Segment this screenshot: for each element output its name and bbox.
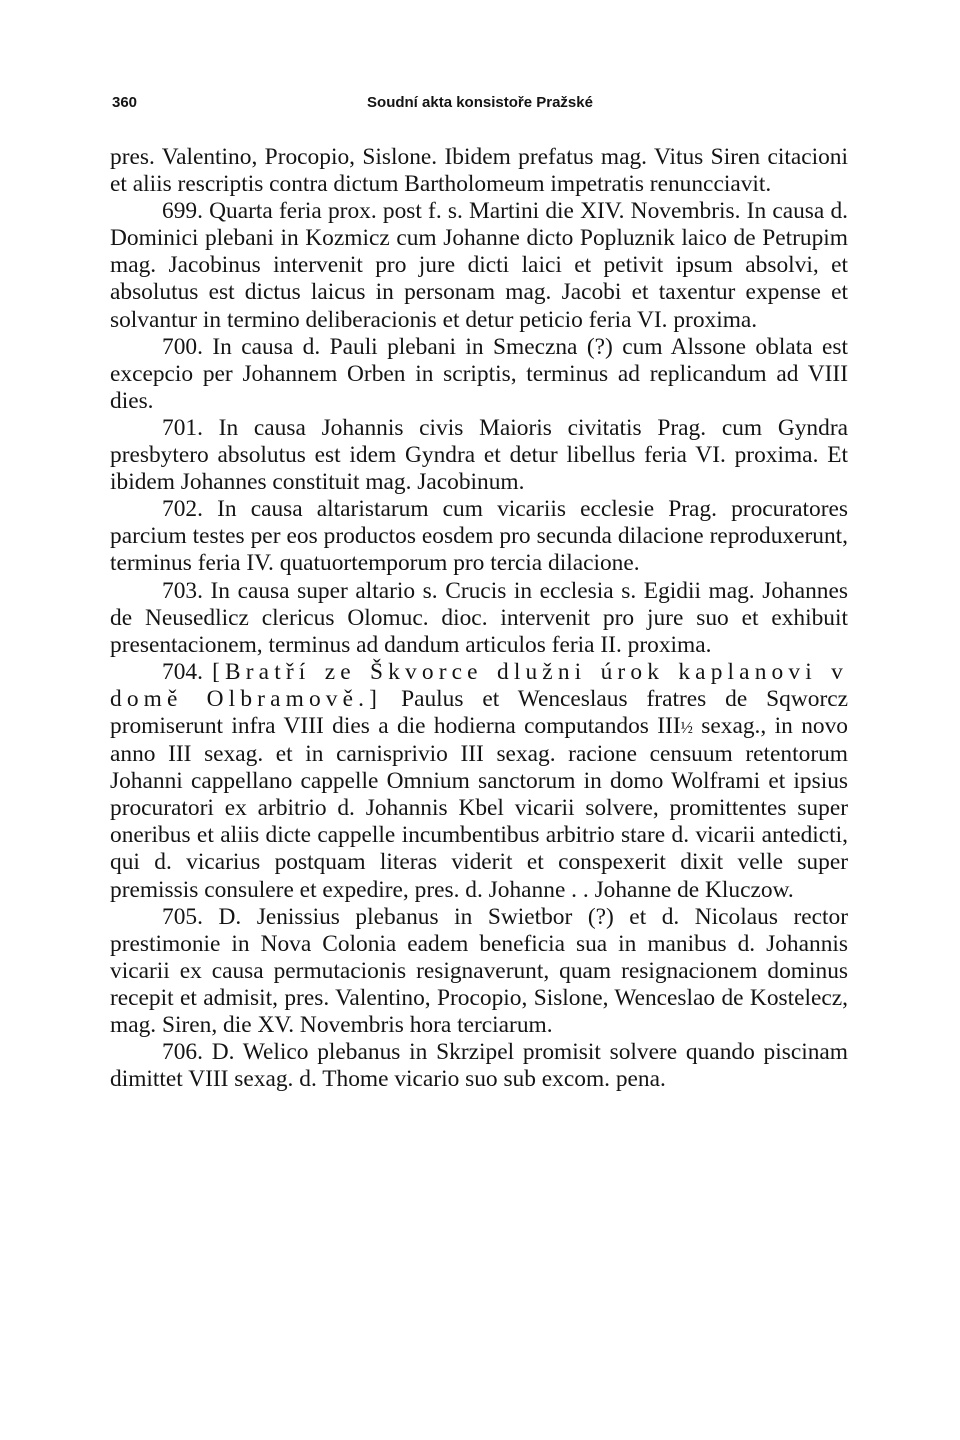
page-number: 360 — [112, 94, 138, 111]
entry-text-continued: sexag., in novo anno III sexag. et in carnisprivio III sexag. racione censuum retentorum Johanni cappellano cappelle Omnium sanctorum in domo Wolframi et ipsius procuratori ex arbitrio d. Johannis Kbel vicarii solvere, promittentes super oneribus et aliis dicte cappelle incumbentibus arbitrio stare d. vicarii antedicti, qui d. vicarius postquam literas viderit et conspexerit dixit velle super premissis consulere et expedire, pres. d. Johanne . . Johanne de Kluczow. — [110, 712, 848, 903]
entry-699: 699. Quarta feria prox. post f. s. Martini die XIV. Novembris. In causa d. Dominici plebani in Kozmicz cum Johanne dicto Popluznik laico de Petrupim mag. Jacobinus intervenit pro jure dicti laici et petivit ipsum absolvi, et absolutus est dictus laicus in personam mag. Jacobi et taxentur expense et solvantur in termino deliberacionis et detur peticio feria VI. proxima. — [110, 198, 848, 333]
entry-702: 702. In causa altaristarum cum vicariis ecclesie Prag. procuratores parcium testes per eos productos eosdem pro secunda dilacione reproduxerunt, terminus feria IV. quatuortemporum pro tercia dilacione. — [110, 496, 848, 577]
page-header — [112, 94, 848, 116]
entry-704 — [110, 659, 848, 904]
running-title: Soudní akta konsistoře Pražské — [367, 94, 593, 111]
czech-summary: [Bratří ze Škvorce dlužni úrok kaplanovi v domě Olbramově.] — [110, 658, 848, 712]
entry-706: 706. D. Welico plebanus in Skrzipel promisit solvere quando piscinam dimittet VIII sexag. d. Thome vicario suo sub excom. pena. — [110, 1039, 848, 1093]
fraction: ½ — [680, 717, 693, 737]
page-body — [110, 144, 848, 1093]
paragraph-continuation: pres. Valentino, Procopio, Sislone. Ibidem prefatus mag. Vitus Siren citacioni et aliis rescriptis contra dictum Bartholomeum impetratis renuncciavit. — [110, 144, 848, 198]
entry-705: 705. D. Jenissius plebanus in Swietbor (?) et d. Nicolaus rector prestimonie in Nova Colonia eadem beneficia sua in manibus d. Johannis vicarii ex causa permutacionis resignaverunt, quam resignacionem dominus recepit et admisit, pres. Valentino, Procopio, Sislone, Wenceslao de Kostelecz, mag. Siren, die XV. Novembris hora terciarum. — [110, 903, 848, 1038]
entry-700: 700. In causa d. Pauli plebani in Smeczna (?) cum Alssone oblata est excepcio per Johannem Orben in scriptis, terminus ad replicandum ad VIII dies. — [110, 333, 848, 414]
entry-number: 704. — [162, 658, 203, 685]
entry-703: 703. In causa super altario s. Crucis in ecclesia s. Egidii mag. Johannes de Neusedlicz clericus Olomuc. dioc. intervenit pro jure suo et exhibuit presentacionem, terminus ad dandum articulos feria II. proxima. — [110, 577, 848, 658]
entry-701: 701. In causa Johannis civis Maioris civitatis Prag. cum Gyndra presbytero absolutus est idem Gyndra et detur libellus feria VI. proxima. Et ibidem Johannes constituit mag. Jacobinum. — [110, 414, 848, 496]
entry-text: Paulus et Wenceslaus fratres de Sqworcz promiserunt infra VIII dies a die hodierna computandos III — [110, 685, 849, 739]
